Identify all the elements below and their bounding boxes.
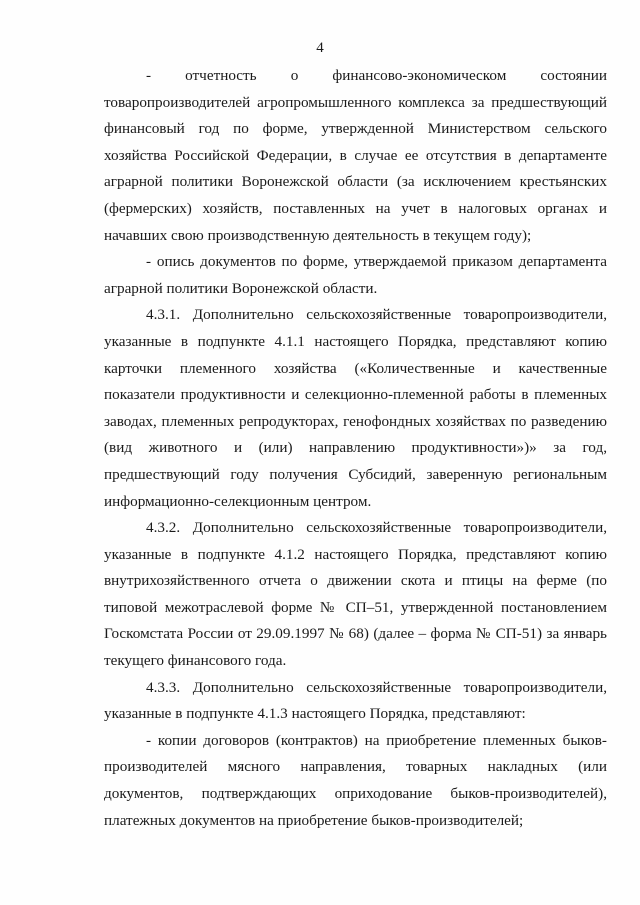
paragraph-contract-copies: - копии договоров (контрактов) на приобретение племенных быков-производителей мясного направления, товарных накладных (или документов, подтверждающих оприходование быков-производителей), платежных документов на приобретение быков-производителей; [104, 731, 607, 829]
document-body [104, 63, 607, 834]
paragraph-document-inventory: - опись документов по форме, утверждаемой приказом департамента аграрной политики Воронежской области. [104, 253, 607, 297]
paragraph-4-3-3: 4.3.3. Дополнительно сельскохозяйственные товаропроизводители, указанные в подпункте 4.1.3 настоящего Порядка, представляют: [104, 678, 607, 723]
paragraph-4-3-2: 4.3.2. Дополнительно сельскохозяйственные товаропроизводители, указанные в подпункте 4.1.2 настоящего Порядка, представляют копию внутрихозяйственного отчета о движении скота и птицы на ферме (по типовой межотраслевой форме № СП–51, утвержденной постановлением Госкомстата России от 29.09.1997 № 68) (далее – форма № СП-51) за январь текущего финансового года. [104, 519, 607, 670]
paragraph-financial-report: - отчетность о финансово-экономическом состоянии товаропроизводителей агропромышленного комплекса за предшествующий финансовый год по форме, утвержденной Министерством сельского хозяйства Российской Федерации, в случае ее отсутствия в департаменте аграрной политики Воронежской области (за исключением крестьянских (фермерских) хозяйств, поставленных на учет в налоговых органах и начавших свою производственную деятельность в текущем году); [104, 67, 607, 244]
page-number: 4 [316, 40, 324, 56]
paragraph-4-3-1: 4.3.1. Дополнительно сельскохозяйственные товаропроизводители, указанные в подпункте 4.1.1 настоящего Порядка, представляют копию карточки племенного хозяйства («Количественные и качественные показатели продуктивности и селекционно-племенной работы в племенных заводах, племенных репродукторах, генофондных хозяйствах по разведению (вид животного и (или) направлению продуктивности»)» за год, предшествующий году получения Субсидий, заверенную региональным информационно-селекционным центром. [104, 306, 607, 510]
